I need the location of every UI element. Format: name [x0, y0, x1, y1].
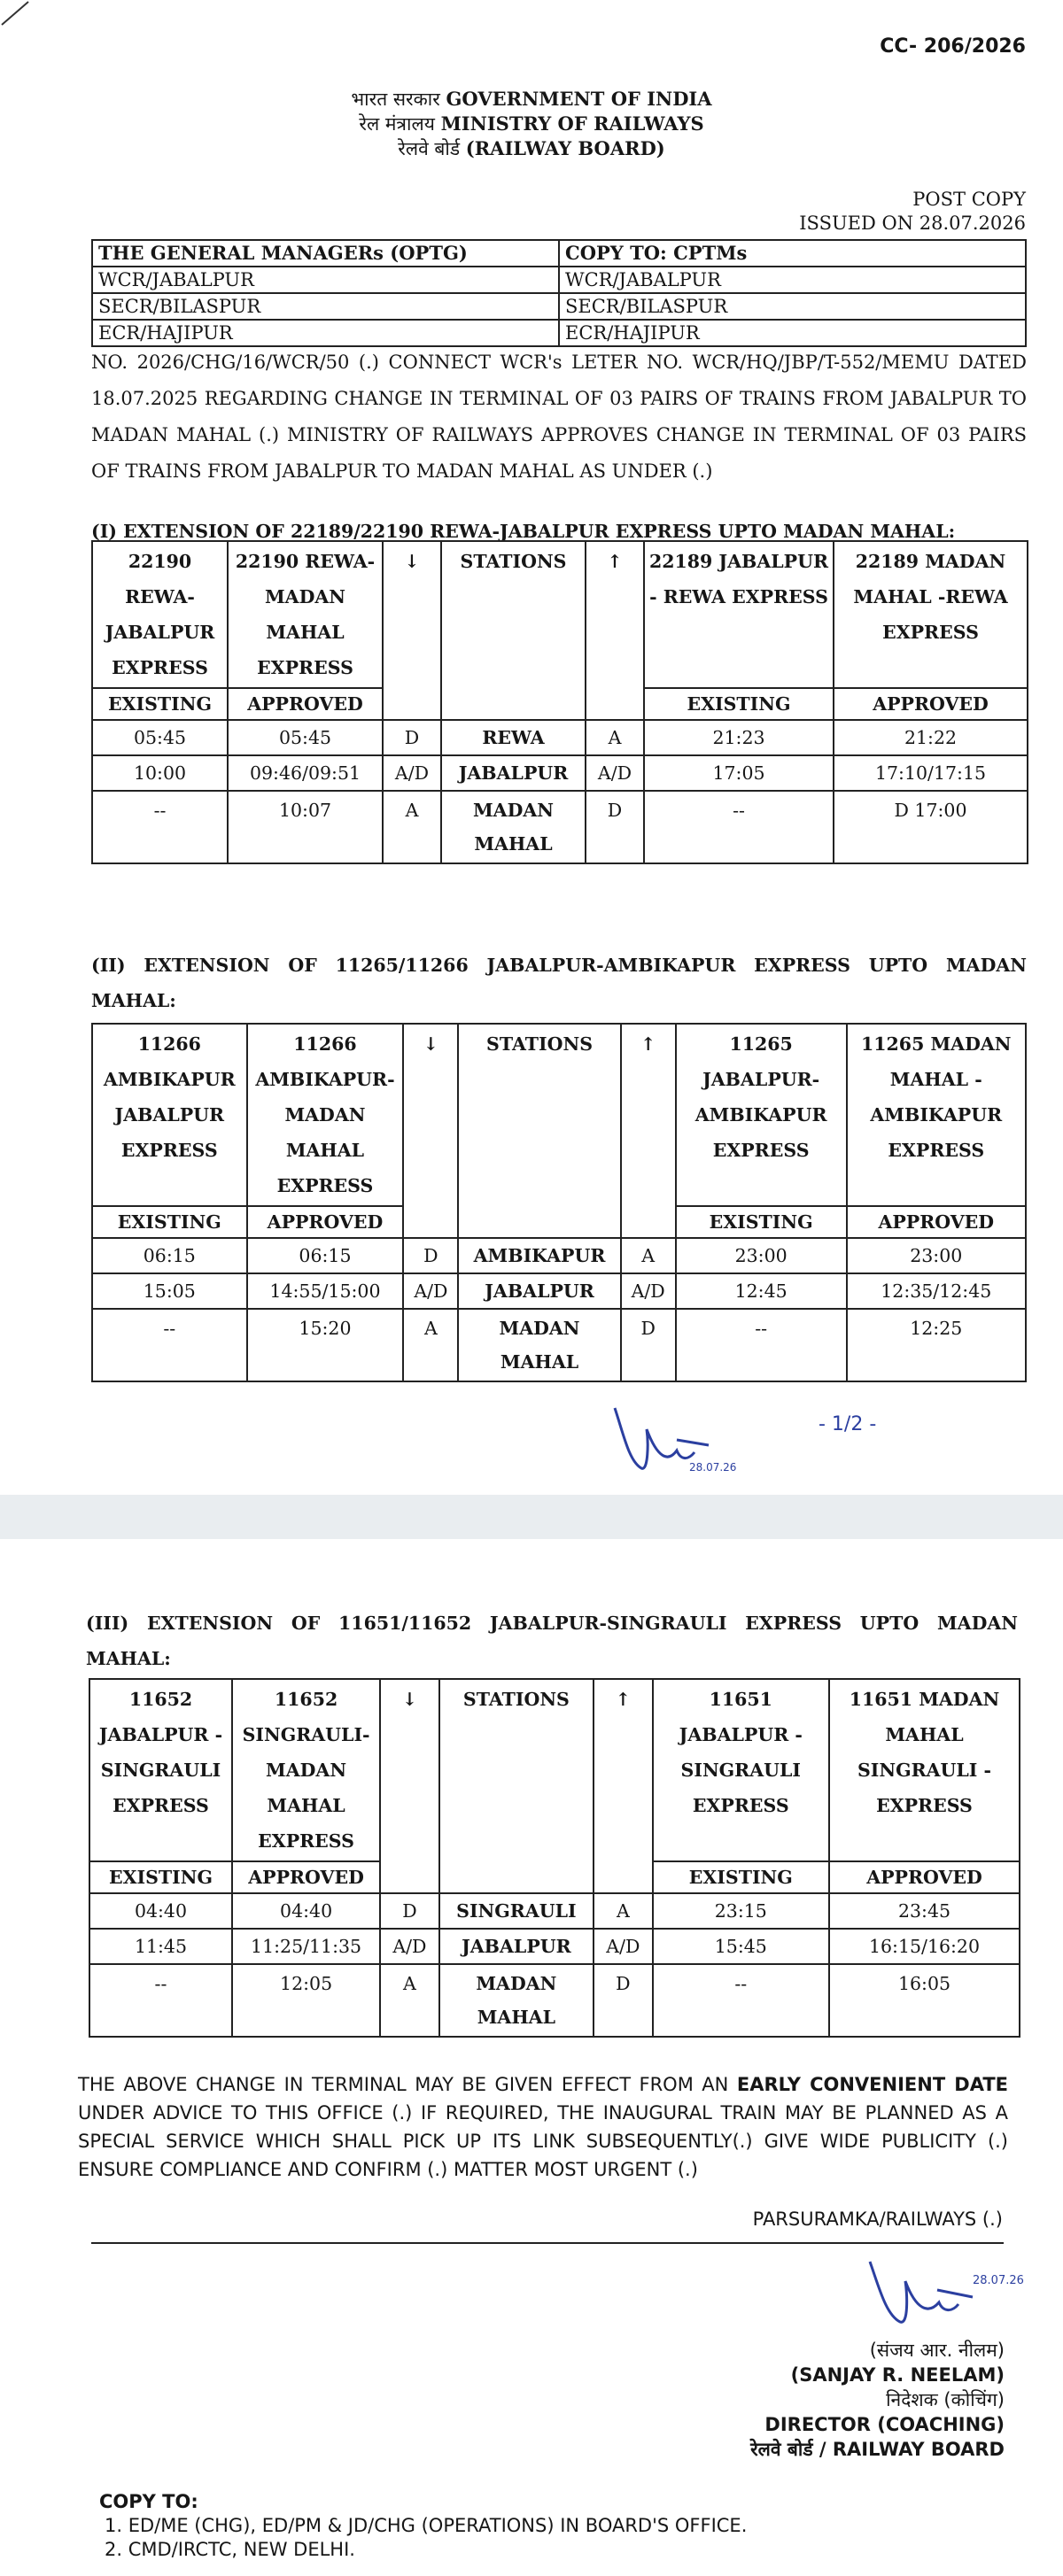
- post-copy-block: [799, 188, 1026, 236]
- header-government-hindi: भारत सरकार: [351, 89, 440, 110]
- table-row: [89, 1964, 1020, 2037]
- col-existing-down-train: 22190 REWA-JABALPUR EXPRESS: [92, 541, 228, 688]
- cell: 15:05: [92, 1273, 247, 1309]
- closing-paragraph: [78, 2070, 1008, 2184]
- col-stations: STATIONS: [441, 541, 586, 720]
- cell: --: [676, 1309, 847, 1381]
- table-row: [92, 1273, 1026, 1309]
- header-board-hindi: रेलवे बोर्ड: [398, 138, 461, 159]
- col-stations: STATIONS: [458, 1024, 620, 1238]
- approved-label: APPROVED: [232, 1861, 380, 1893]
- existing-label: EXISTING: [92, 1206, 247, 1238]
- down-arrow: ↓: [380, 1679, 438, 1893]
- cell: A/D: [594, 1929, 652, 1964]
- table-row: [92, 1309, 1026, 1381]
- cell: 12:05: [232, 1964, 380, 2037]
- cell: 23:00: [676, 1238, 847, 1273]
- intro-paragraph: NO. 2026/CHG/16/WCR/50 (.) CONNECT WCR's LETER NO. WCR/HQ/JBP/T-552/MEMU DATED 18.07.2025 REGARDING CHANGE IN TERMINAL OF 03 PAIRS OF TRAINS FROM JABALPUR TO MADAN MAHAL (.) MINISTRY OF RAILWAYS APPROVES CHANGE IN TERMINAL OF 03 PAIRS OF TRAINS FROM JABALPUR TO MADAN MAHAL AS UNDER (.): [91, 352, 1027, 482]
- address-cell: ECR/HAJIPUR: [559, 320, 1026, 346]
- col-existing-down-train: 11266 AMBIKAPUR JABALPUR EXPRESS: [92, 1024, 247, 1206]
- down-arrow: ↓: [403, 1024, 458, 1238]
- cell: 11:45: [89, 1929, 232, 1964]
- copy-to-block: [99, 2490, 747, 2562]
- col-stations: STATIONS: [439, 1679, 594, 1893]
- cell: 16:05: [829, 1964, 1020, 2037]
- telegraphic-address: PARSURAMKA/RAILWAYS (.): [752, 2209, 1003, 2230]
- section-2-timetable: [91, 1023, 1027, 1382]
- cell: 21:22: [834, 720, 1028, 755]
- signature-date: 28.07.26: [689, 1461, 737, 1474]
- cell: A: [621, 1238, 676, 1273]
- cell: 10:00: [92, 755, 228, 791]
- cell: 09:46/09:51: [228, 755, 383, 791]
- cell: 10:07: [228, 791, 383, 863]
- existing-label: EXISTING: [92, 688, 228, 720]
- cell: D: [594, 1964, 652, 2037]
- up-arrow: ↑: [594, 1679, 652, 1893]
- cell: D 17:00: [834, 791, 1028, 863]
- approved-label: APPROVED: [247, 1206, 404, 1238]
- up-arrow: ↑: [586, 541, 644, 720]
- cell: A/D: [383, 755, 441, 791]
- cell: --: [644, 791, 834, 863]
- col-approved-up-train: 22189 MADAN MAHAL -REWA EXPRESS: [834, 541, 1028, 688]
- table-row: [89, 1929, 1020, 1964]
- closing-emphasis: EARLY CONVENIENT DATE: [736, 2074, 1008, 2095]
- cell: A/D: [380, 1929, 438, 1964]
- station-cell: JABALPUR: [439, 1929, 594, 1964]
- general-managers-header: THE GENERAL MANAGERs (OPTG): [92, 240, 559, 267]
- cell: 15:45: [653, 1929, 829, 1964]
- col-existing-down-train: 11652 JABALPUR - SINGRAULI EXPRESS: [89, 1679, 232, 1861]
- section-1-title: (I) EXTENSION OF 22189/22190 REWA-JABALPUR EXPRESS UPTO MADAN MAHAL:: [91, 521, 956, 542]
- cell: 15:20: [247, 1309, 404, 1381]
- cell: --: [89, 1964, 232, 2037]
- cell: 23:45: [829, 1893, 1020, 1929]
- cell: 12:35/12:45: [847, 1273, 1026, 1309]
- col-existing-up-train: 22189 JABALPUR - REWA EXPRESS: [644, 541, 834, 688]
- signature-date-2: 28.07.26: [973, 2274, 1024, 2287]
- cell: A: [586, 720, 644, 755]
- address-cell: WCR/JABALPUR: [92, 267, 559, 293]
- station-cell: AMBIKAPUR: [458, 1238, 620, 1273]
- existing-label: EXISTING: [653, 1861, 829, 1893]
- cell: D: [586, 791, 644, 863]
- down-arrow: ↓: [383, 541, 441, 720]
- existing-label: EXISTING: [89, 1861, 232, 1893]
- header-ministry-hindi: रेल मंत्रालय: [359, 113, 435, 135]
- cell: D: [380, 1893, 438, 1929]
- table-row: [92, 720, 1028, 755]
- cell: D: [621, 1309, 676, 1381]
- section-3-title: (III) EXTENSION OF 11651/11652 JABALPUR-SINGRAULI EXPRESS UPTO MADAN MAHAL:: [86, 1613, 1018, 1669]
- station-cell: MADAN MAHAL: [439, 1964, 594, 2037]
- cell: 23:00: [847, 1238, 1026, 1273]
- header-ministry: [0, 112, 1063, 136]
- approved-label: APPROVED: [228, 688, 383, 720]
- cell: A/D: [621, 1273, 676, 1309]
- cell: 12:45: [676, 1273, 847, 1309]
- corner-mark: [0, 0, 35, 27]
- section-2-title: (II) EXTENSION OF 11265/11266 JABALPUR-AMBIKAPUR EXPRESS UPTO MADAN MAHAL:: [91, 955, 1027, 1011]
- copy-to-cptms-header: COPY TO: CPTMs: [559, 240, 1026, 267]
- section-1-timetable: [91, 540, 1028, 864]
- cell: D: [383, 720, 441, 755]
- cell: 05:45: [92, 720, 228, 755]
- station-cell: MADAN MAHAL: [458, 1309, 620, 1381]
- designation: DIRECTOR (COACHING): [764, 2414, 1005, 2435]
- header-government-english: GOVERNMENT OF INDIA: [446, 88, 712, 110]
- cell: A: [594, 1893, 652, 1929]
- cell: 06:15: [247, 1238, 404, 1273]
- col-existing-up-train: 11651 JABALPUR - SINGRAULI EXPRESS: [653, 1679, 829, 1861]
- cell: 12:25: [847, 1309, 1026, 1381]
- col-approved-down-train: 11266 AMBIKAPUR-MADAN MAHAL EXPRESS: [247, 1024, 404, 1206]
- letter-header: [0, 87, 1063, 161]
- office: [750, 2437, 1005, 2462]
- signature: [859, 2249, 992, 2329]
- signature-rule: [91, 2242, 1004, 2244]
- station-cell: JABALPUR: [441, 755, 586, 791]
- issued-date: ISSUED ON 28.07.2026: [799, 213, 1026, 234]
- station-cell: JABALPUR: [458, 1273, 620, 1309]
- reference-number: CC- 206/2026: [880, 35, 1026, 58]
- cell: 17:10/17:15: [834, 755, 1028, 791]
- header-board-english: (RAILWAY BOARD): [465, 137, 665, 159]
- closing-text-1: THE ABOVE CHANGE IN TERMINAL MAY BE GIVEN EFFECT FROM AN: [78, 2074, 737, 2095]
- station-cell: REWA: [441, 720, 586, 755]
- up-arrow: ↑: [621, 1024, 676, 1238]
- address-cell: SECR/BILASPUR: [559, 293, 1026, 320]
- cell: 16:15/16:20: [829, 1929, 1020, 1964]
- list-item: 1. ED/ME (CHG), ED/PM & JD/CHG (OPERATIONS) IN BOARD'S OFFICE.: [105, 2515, 748, 2536]
- post-copy-label: POST COPY: [912, 189, 1026, 210]
- signatory-block: [750, 2338, 1005, 2462]
- header-board: [0, 136, 1063, 161]
- copy-to-title: COPY TO:: [99, 2491, 198, 2512]
- cell: 23:15: [653, 1893, 829, 1929]
- approved-label: APPROVED: [829, 1861, 1020, 1893]
- col-existing-up-train: 11265 JABALPUR-AMBIKAPUR EXPRESS: [676, 1024, 847, 1206]
- header-ministry-english: MINISTRY OF RAILWAYS: [440, 112, 704, 135]
- cell: A: [403, 1309, 458, 1381]
- designation-hindi: निदेशक (कोचिंग): [886, 2389, 1005, 2410]
- table-row: [92, 755, 1028, 791]
- closing-text-2: UNDER ADVICE TO THIS OFFICE (.) IF REQUIRED, THE INAUGURAL TRAIN MAY BE PLANNED AS A SPECIAL SERVICE WHICH SHALL PICK UP ITS LINK SUBSEQUENTLY(.) GIVE WIDE PUBLICITY (.) ENSURE COMPLIANCE AND CONFIRM (.) MATTER MOST URGENT (.): [78, 2102, 1008, 2180]
- section-3-timetable: [89, 1678, 1020, 2038]
- table-row: [92, 1238, 1026, 1273]
- list-item: 2. CMD/IRCTC, NEW DELHI.: [105, 2539, 355, 2560]
- approved-label: APPROVED: [834, 688, 1028, 720]
- signatory-name-hindi: (संजय आर. नीलम): [869, 2340, 1005, 2361]
- cell: --: [653, 1964, 829, 2037]
- approved-label: APPROVED: [847, 1206, 1026, 1238]
- cell: 11:25/11:35: [232, 1929, 380, 1964]
- cell: 17:05: [644, 755, 834, 791]
- cell: D: [403, 1238, 458, 1273]
- address-cell: WCR/JABALPUR: [559, 267, 1026, 293]
- col-approved-up-train: 11265 MADAN MAHAL - AMBIKAPUR EXPRESS: [847, 1024, 1026, 1206]
- station-cell: MADAN MAHAL: [441, 791, 586, 863]
- cell: 04:40: [89, 1893, 232, 1929]
- cell: 05:45: [228, 720, 383, 755]
- cell: A/D: [586, 755, 644, 791]
- table-row: [89, 1893, 1020, 1929]
- cell: 06:15: [92, 1238, 247, 1273]
- office-english: / RAILWAY BOARD: [819, 2439, 1005, 2460]
- table-row: [92, 791, 1028, 863]
- page-number: - 1/2 -: [819, 1413, 877, 1435]
- cell: A/D: [403, 1273, 458, 1309]
- address-cell: SECR/BILASPUR: [92, 293, 559, 320]
- col-approved-up-train: 11651 MADAN MAHAL SINGRAULI - EXPRESS: [829, 1679, 1020, 1861]
- page-separator: [0, 1495, 1063, 1539]
- cell: A: [383, 791, 441, 863]
- existing-label: EXISTING: [644, 688, 834, 720]
- cell: 04:40: [232, 1893, 380, 1929]
- address-table: [91, 239, 1027, 347]
- address-cell: ECR/HAJIPUR: [92, 320, 559, 346]
- col-approved-down-train: 11652 SINGRAULI-MADAN MAHAL EXPRESS: [232, 1679, 380, 1861]
- cell: --: [92, 791, 228, 863]
- header-government: [0, 87, 1063, 112]
- station-cell: SINGRAULI: [439, 1893, 594, 1929]
- existing-label: EXISTING: [676, 1206, 847, 1238]
- office-hindi: रेलवे बोर्ड: [750, 2439, 813, 2460]
- cell: A: [380, 1964, 438, 2037]
- cell: 14:55/15:00: [247, 1273, 404, 1309]
- signatory-name: (SANJAY R. NEELAM): [790, 2364, 1005, 2386]
- col-approved-down-train: 22190 REWA-MADAN MAHAL EXPRESS: [228, 541, 383, 688]
- cell: 21:23: [644, 720, 834, 755]
- cell: --: [92, 1309, 247, 1381]
